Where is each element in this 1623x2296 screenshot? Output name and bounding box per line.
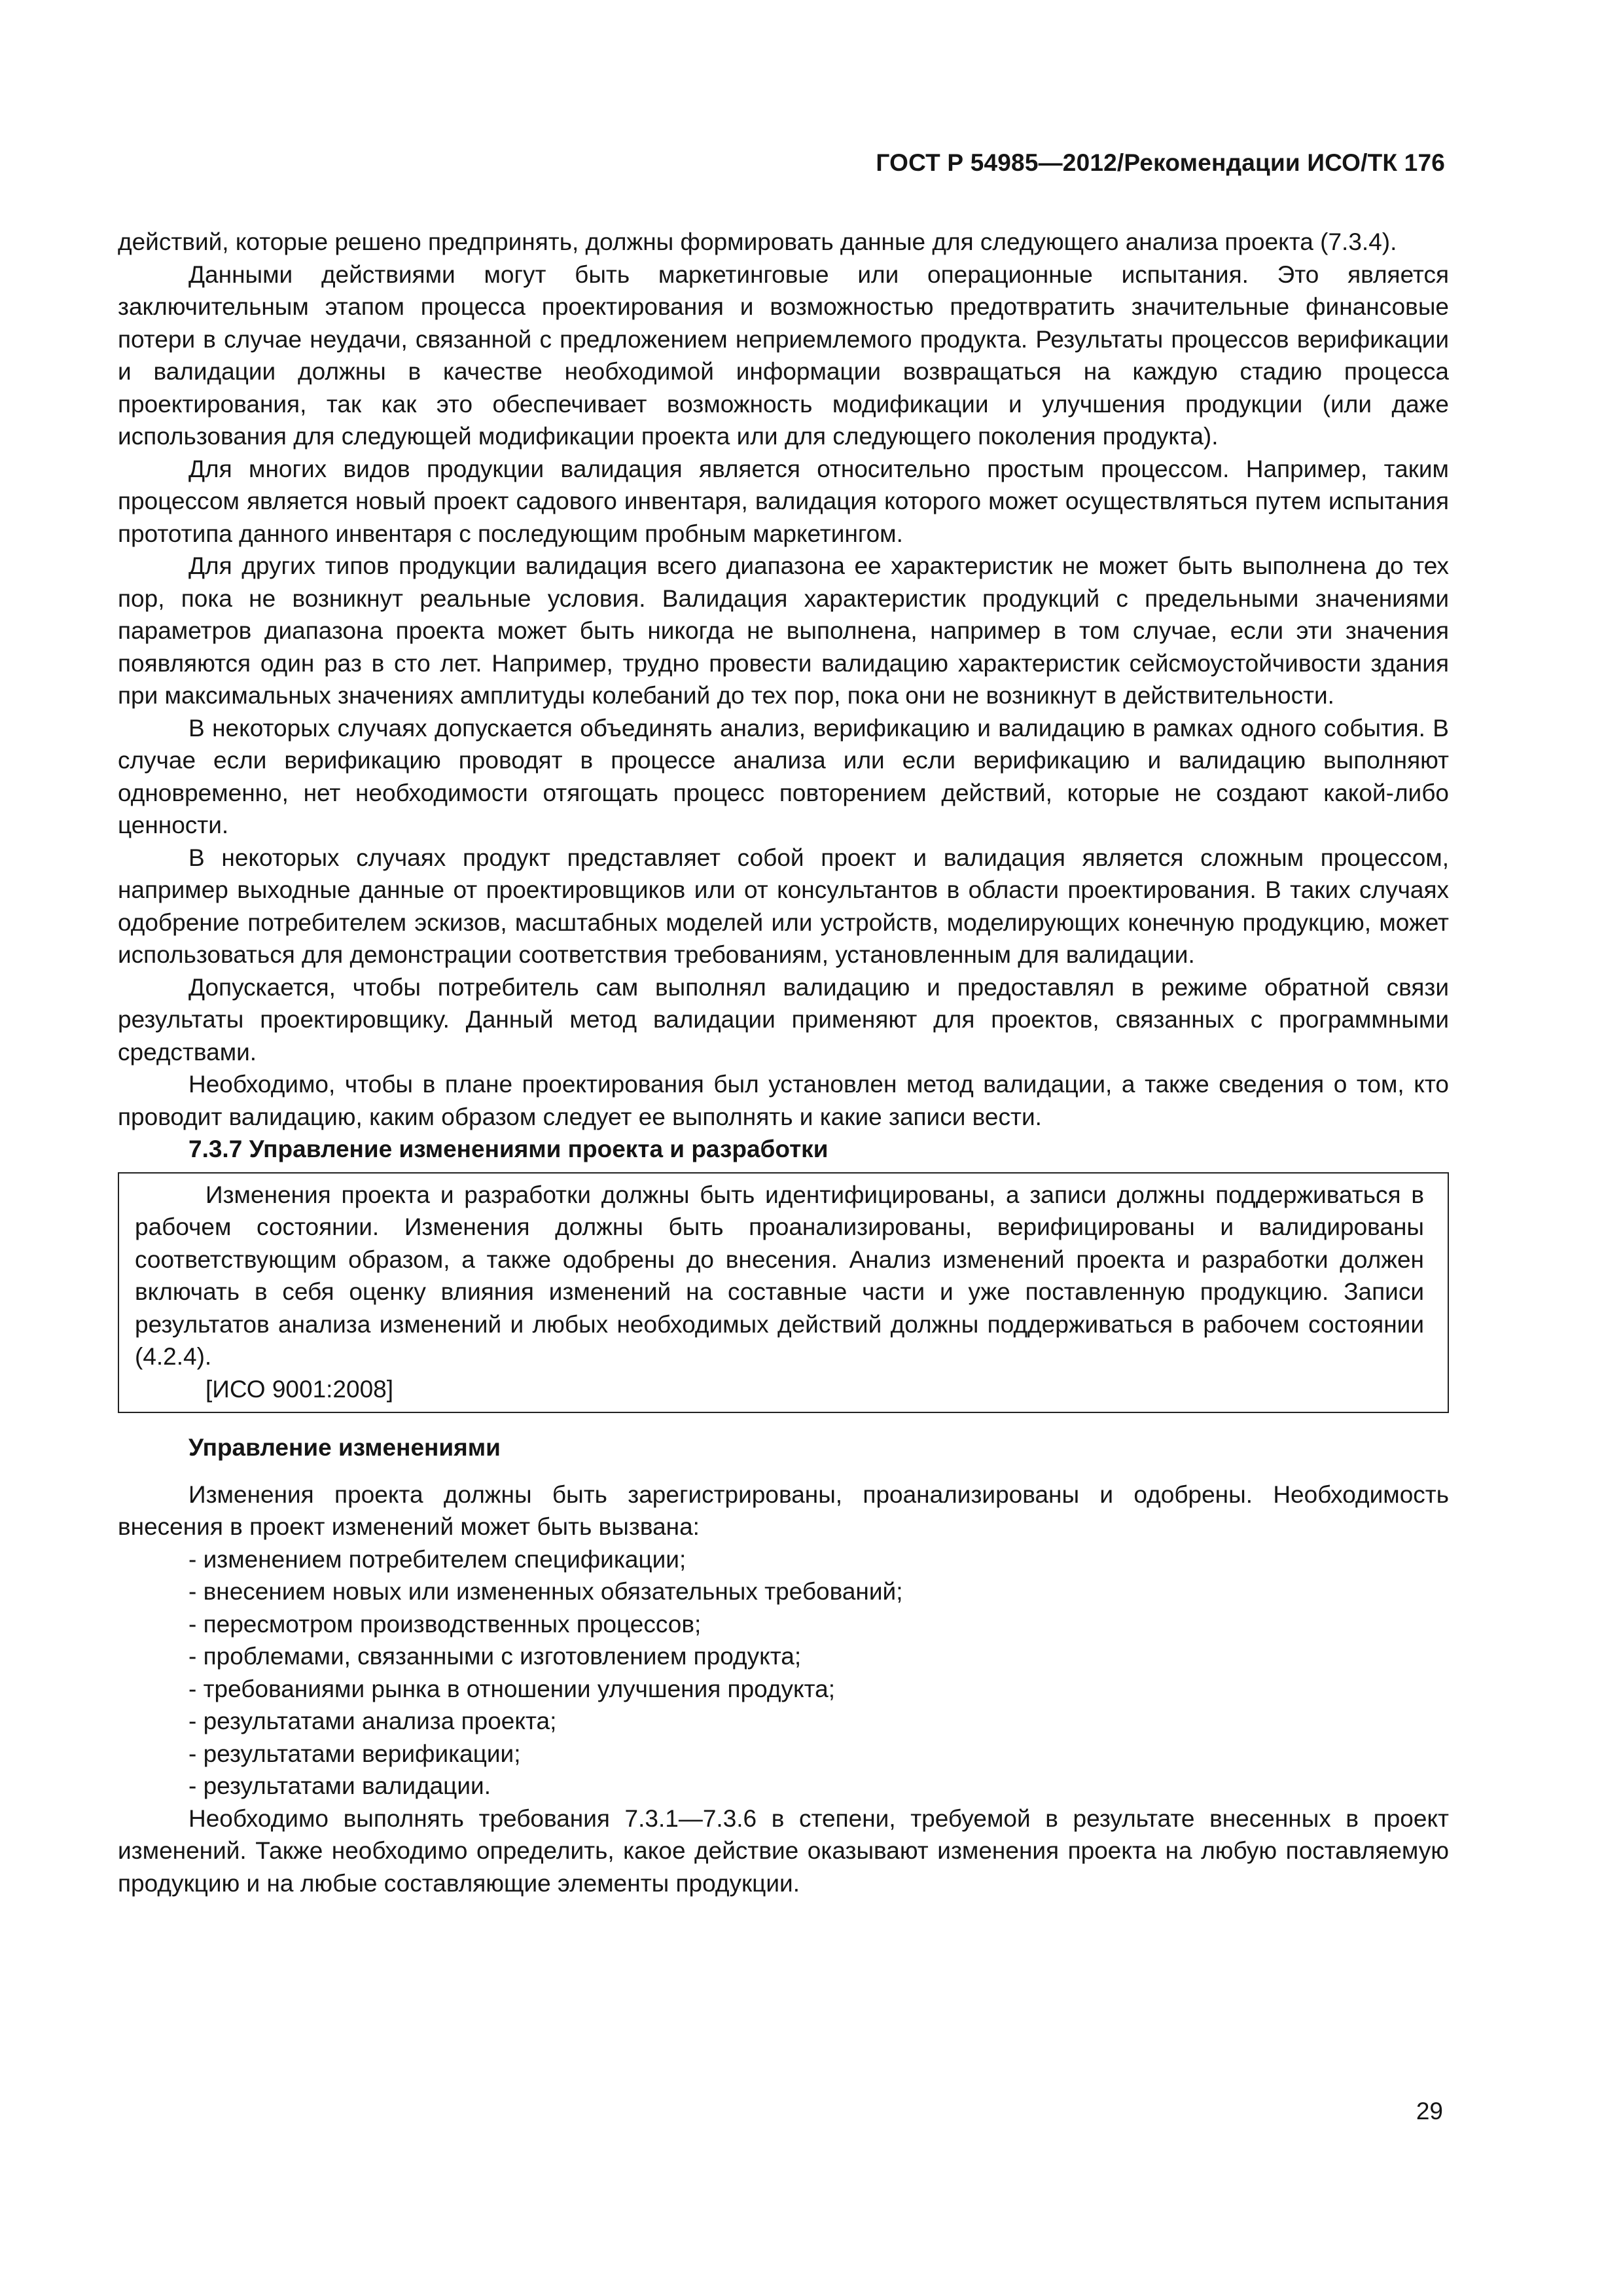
list-item: - проблемами, связанными с изготовлением продукта; [188,1643,802,1670]
quote-text: Изменения проекта и разработки должны быть идентифицированы, а записи должны поддерживаться в рабочем состоянии. Изменения должны быть проанализированы, верифицированы и валидированы соответствующим образом, а также одобрены до внесения. Анализ изменений проекта и разработки должен включать в себя оценку влияния изменений на составные части и уже поставленную продукцию. Записи результатов анализа изменений и любых необходимых действий должны поддерживаться в рабочем состоянии (4.2.4). [135,1181,1424,1370]
section-heading: 7.3.7 Управление изменениями проекта и разработки [188,1136,829,1162]
list-item: - результатами анализа проекта; [188,1708,557,1734]
paragraph: Необходимо, чтобы в плане проектирования был установлен метод валидации, а также сведения о том, кто проводит валидацию, каким образом следует ее выполнять и какие записи вести. [118,1071,1449,1130]
closing-paragraph: Необходимо выполнять требования 7.3.1—7.3.6 в степени, требуемой в результате внесенных в проект изменений. Также необходимо определить, какое действие оказывают изменения проекта на любую поставляемую продукцию и на любые составляющие элементы продукции. [118,1804,1449,1897]
list-item: - внесением новых или измененных обязательных требований; [188,1578,903,1605]
paragraph: В некоторых случаях допускается объединять анализ, верификацию и валидацию в рамках одного события. В случае если верификацию проводят в процессе анализа или если верификацию и валидацию выполняют одновременно, нет необходимости отягощать процесс повторением действий, которые не создают какой-либо ценности. [118,714,1449,838]
change-causes-list [118,1543,1449,1803]
page-header: ГОСТ Р 54985—2012/Рекомендации ИСО/ТК 176 [876,149,1445,176]
paragraph: Допускается, чтобы потребитель сам выполнял валидацию и предоставлял в режиме обратной связи результаты проектировщику. Данный метод валидации применяют для проектов, связанных с программными средствами. [118,973,1449,1066]
paragraph: Для других типов продукции валидация всего диапазона ее характеристик не может быть выполнена до тех пор, пока не возникнут реальные условия. Валидация характеристик продукций с предельными значениями параметров диапазона проекта может быть никогда не выполнена, например в том случае, если эти значения появляются один раз в сто лет. Например, трудно провести валидацию характеристик сейсмоустойчивости здания при максимальных значениях амплитуды колебаний до тех пор, пока они не возникнут в действительности. [118,552,1449,709]
subheading: Управление изменениями [188,1434,501,1461]
paragraph: Для многих видов продукции валидация является относительно простым процессом. Например, таким процессом является новый проект садового инвентаря, валидация которого может осуществляться путем испытания прототипа данного инвентаря с последующим пробным маркетингом. [118,455,1449,547]
page-content [118,226,1449,1899]
list-item: - пересмотром производственных процессов; [188,1610,702,1638]
paragraph: В некоторых случаях продукт представляет собой проект и валидация является сложным процессом, например выходные данные от проектировщиков или от консультантов в области проектирования. В таких случаях одобрение потребителем эскизов, масштабных моделей или устройств, моделирующих конечную продукцию, может использоваться для демонстрации соответствия требованиям, установленным для валидации. [118,844,1449,968]
intro-paragraph: Изменения проекта должны быть зарегистрированы, проанализированы и одобрены. Необходимость внесения в проект изменений может быть вызвана: [118,1480,1449,1540]
paragraph-continuation: действий, которые решено предпринять, должны формировать данные для следующего анализа проекта (7.3.4). [118,228,1397,255]
list-item: - требованиями рынка в отношении улучшения продукта; [188,1675,836,1702]
list-item: - результатами верификации; [188,1740,521,1767]
standard-quote-box [118,1172,1449,1414]
paragraph: Данными действиями могут быть маркетинговые или операционные испытания. Это является заключительным этапом процесса проектирования и возможностью предотвратить значительные финансовые потери в случае неудачи, связанной с предложением неприемлемого продукта. Результаты процессов верификации и валидации должны в качестве необходимой информации возвращаться на каждую стадию процесса проектирования, так как это обеспечивает возможность модификации и улучшения продукции (или даже использования для следующей модификации проекта или для следующего поколения продукта). [118,260,1449,450]
page-number: 29 [1416,2098,1443,2125]
list-item: - результатами валидации. [188,1772,491,1799]
list-item: - изменением потребителем спецификации; [188,1545,687,1573]
quote-source: [ИСО 9001:2008] [205,1375,394,1403]
